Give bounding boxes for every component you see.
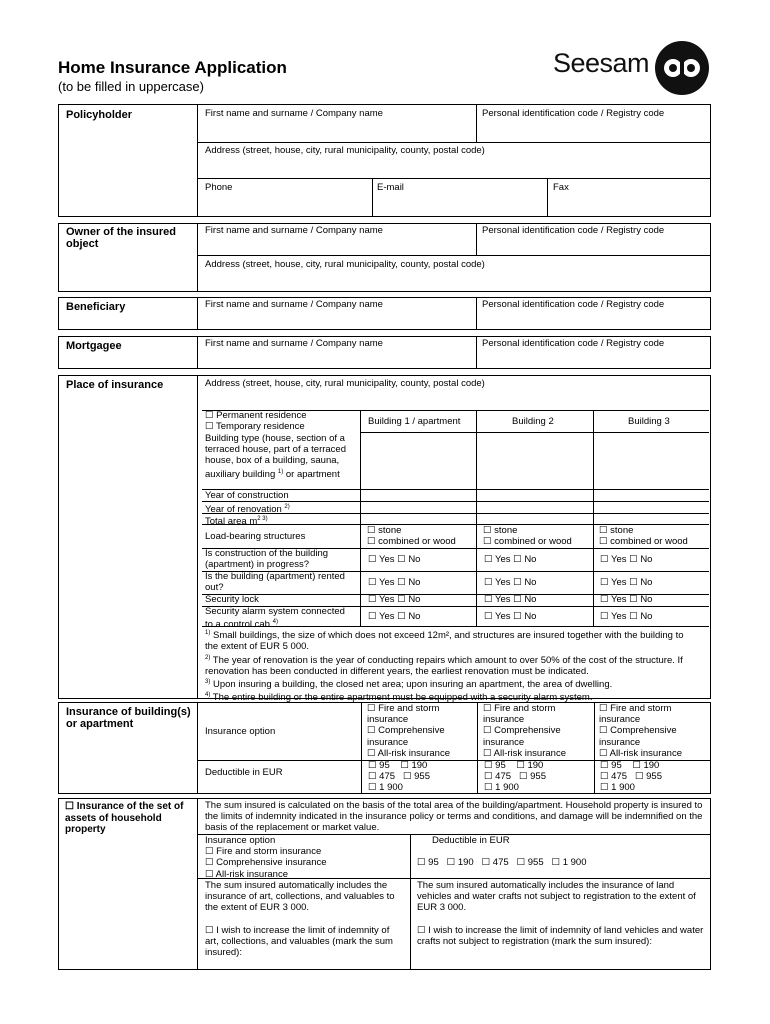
rented-label: Is the building (apartment) rented out?: [205, 571, 345, 594]
footnote: $^{4)}$ The entire building or the entire apartment must be equipped with a security alarm system.: [205, 692, 593, 704]
auto-art-text: The sum insured automatically includes the insurance of art, collections, and valuables to the extent of EUR 3 000.: [205, 880, 395, 914]
owner-name-field[interactable]: First name and surname / Company name: [205, 225, 383, 236]
b2-insurance-options[interactable]: ☐ Fire and storm insurance ☐ Comprehensive insurance ☐ All-risk insurance: [483, 703, 593, 759]
yes-no-checkbox[interactable]: ☐ Yes ☐ No: [368, 554, 420, 565]
beneficiary-name-field[interactable]: First name and surname / Company name: [205, 299, 383, 310]
building1-header: Building 1 / apartment: [368, 416, 461, 427]
b3-combined-checkbox[interactable]: ☐ combined or wood: [599, 536, 688, 547]
place-label: Place of insurance: [66, 379, 164, 391]
temporary-residence-checkbox[interactable]: ☐ Temporary residence: [205, 421, 305, 432]
deductible-label: Deductible in EUR: [205, 767, 283, 778]
mortgagee-name-field[interactable]: First name and surname / Company name: [205, 338, 383, 349]
b1-insurance-options[interactable]: ☐ Fire and storm insurance ☐ Comprehensive insurance ☐ All-risk insurance: [367, 703, 477, 759]
auto-land-text: The sum insured automatically includes the insurance of land vehicles and water crafts not subject to registration to the extent of EUR 3 000.: [417, 880, 696, 914]
household-deductible-options[interactable]: ☐ 95 ☐ 190 ☐ 475 ☐ 955 ☐ 1 900: [417, 857, 586, 868]
owner-label: Owner of the insured object: [66, 226, 177, 250]
footnotes: [205, 628, 695, 704]
building2-header: Building 2: [512, 416, 554, 427]
owner-address-field[interactable]: Address (street, house, city, rural municipality, county, postal code): [205, 259, 485, 270]
b1-deductible-options[interactable]: ☐ 95 ☐ 190 ☐ 475 ☐ 955 ☐ 1 900: [368, 760, 476, 794]
b1-combined-checkbox[interactable]: ☐ combined or wood: [367, 536, 456, 547]
yes-no-checkbox[interactable]: ☐ Yes ☐ No: [484, 577, 536, 588]
b2-combined-checkbox[interactable]: ☐ combined or wood: [483, 536, 572, 547]
increase-land-checkbox[interactable]: ☐ I wish to increase the limit of indemnity of land vehicles and water crafts not subject to registration (mark the sum insured):: [417, 925, 707, 947]
checkbox-icon: [205, 410, 214, 421]
load-bearing-label: Load-bearing structures: [205, 531, 306, 542]
yes-no-checkbox[interactable]: ☐ Yes ☐ No: [484, 594, 536, 605]
policyholder-fax-field[interactable]: Fax: [553, 182, 569, 193]
security-lock-label: Security lock: [205, 594, 259, 605]
footnote: $^{2)}$ The year of renovation is the year of conducting repairs which amount to over 50% of the cost of the structure. If renovation has been conducted in different years, the earliest renovation must be indicated.: [205, 654, 683, 677]
owner-section: [58, 223, 711, 292]
footnote: $^{1)}$ Small buildings, the size of which does not exceed 12m², and structures are insured together with the building to the extent of EUR 5 000.: [205, 630, 684, 653]
policyholder-name-field[interactable]: First name and surname / Company name: [205, 108, 383, 119]
policyholder-address-field[interactable]: Address (street, house, city, rural municipality, county, postal code): [205, 145, 485, 156]
beneficiary-label: Beneficiary: [66, 301, 126, 313]
form-title: Home Insurance Application: [58, 58, 287, 77]
yes-no-checkbox[interactable]: ☐ Yes ☐ No: [484, 611, 536, 622]
form-subtitle: (to be filled in uppercase): [58, 79, 204, 94]
year-renovation-label: Year of renovation $^{2)}$: [205, 504, 290, 516]
seesam-logo-icon: [655, 41, 709, 95]
yes-no-checkbox[interactable]: ☐ Yes ☐ No: [600, 611, 652, 622]
b3-insurance-options[interactable]: ☐ Fire and storm insurance ☐ Comprehensive insurance ☐ All-risk insurance: [599, 703, 709, 759]
b3-stone-checkbox[interactable]: ☐ stone: [599, 525, 633, 536]
policyholder-label: Policyholder: [66, 109, 133, 121]
insurance-option-label: Insurance option: [205, 726, 276, 737]
b3-deductible-options[interactable]: ☐ 95 ☐ 190 ☐ 475 ☐ 955 ☐ 1 900: [600, 760, 708, 794]
permanent-residence-checkbox[interactable]: ☐ Permanent residence: [205, 410, 306, 421]
household-checkbox[interactable]: ☐ Insurance of the set of assets of household property: [65, 801, 195, 836]
yes-no-checkbox[interactable]: ☐ Yes ☐ No: [600, 594, 652, 605]
policyholder-email-field[interactable]: E-mail: [377, 182, 404, 193]
building3-header: Building 3: [628, 416, 670, 427]
in-progress-label: Is construction of the building (apartment) in progress?: [205, 548, 329, 571]
household-section: [58, 798, 711, 970]
footnote: $^{3)}$ Upon insuring a building, the closed net area; upon insuring an apartment, the area of dwelling.: [205, 679, 613, 691]
total-area-label: Total area $m^{2 3)}$: [205, 516, 268, 528]
b2-deductible-options[interactable]: ☐ 95 ☐ 190 ☐ 475 ☐ 955 ☐ 1 900: [484, 760, 592, 794]
beneficiary-id-field[interactable]: Personal identification code / Registry code: [482, 299, 665, 310]
increase-art-checkbox[interactable]: ☐ I wish to increase the limit of indemnity of art, collections, and valuables (mark the sum insured):: [205, 925, 405, 959]
yes-no-checkbox[interactable]: ☐ Yes ☐ No: [368, 611, 420, 622]
policyholder-phone-field[interactable]: Phone: [205, 182, 233, 193]
checkbox-icon: [205, 421, 214, 432]
building-insurance-label: Insurance of building(s) or apartment: [66, 706, 191, 730]
yes-no-checkbox[interactable]: ☐ Yes ☐ No: [368, 577, 420, 588]
mortgagee-id-field[interactable]: Personal identification code / Registry code: [482, 338, 665, 349]
year-construction-label: Year of construction: [205, 490, 289, 501]
yes-no-checkbox[interactable]: ☐ Yes ☐ No: [368, 594, 420, 605]
policyholder-section: [58, 104, 711, 217]
owner-id-field[interactable]: Personal identification code / Registry code: [482, 225, 665, 236]
brand-name: Seesam: [553, 48, 650, 78]
b1-stone-checkbox[interactable]: ☐ stone: [367, 525, 401, 536]
mortgagee-label: Mortgagee: [66, 340, 122, 352]
yes-no-checkbox[interactable]: ☐ Yes ☐ No: [484, 554, 536, 565]
household-deductible-label: Deductible in EUR: [432, 835, 510, 846]
yes-no-checkbox[interactable]: ☐ Yes ☐ No: [600, 554, 652, 565]
b2-stone-checkbox[interactable]: ☐ stone: [483, 525, 517, 536]
yes-no-checkbox[interactable]: ☐ Yes ☐ No: [600, 577, 652, 588]
household-options[interactable]: Insurance option ☐ Fire and storm insurance ☐ Comprehensive insurance ☐ All-risk insurance: [205, 835, 405, 880]
building-type-label: Building type (house, section of a terraced house, part of a terraced house, box of a building, sauna, auxiliary building $^{1)}$ or apartment: [205, 433, 346, 480]
alarm-label: Security alarm system connected to a control cab $^{4)}$: [205, 606, 345, 631]
place-address-field[interactable]: Address (street, house, city, rural municipality, county, postal code): [205, 378, 485, 389]
mortgagee-section: [58, 336, 711, 369]
policyholder-id-field[interactable]: Personal identification code / Registry code: [482, 108, 665, 119]
beneficiary-section: [58, 297, 711, 330]
household-intro: The sum insured is calculated on the basis of the total area of the building/apartment. Household property is insured to the limits of indemnity indicated in the insurance policy or terms and conditions, and damage will be indemnified on the basis of the replacement or market value.: [205, 800, 703, 834]
